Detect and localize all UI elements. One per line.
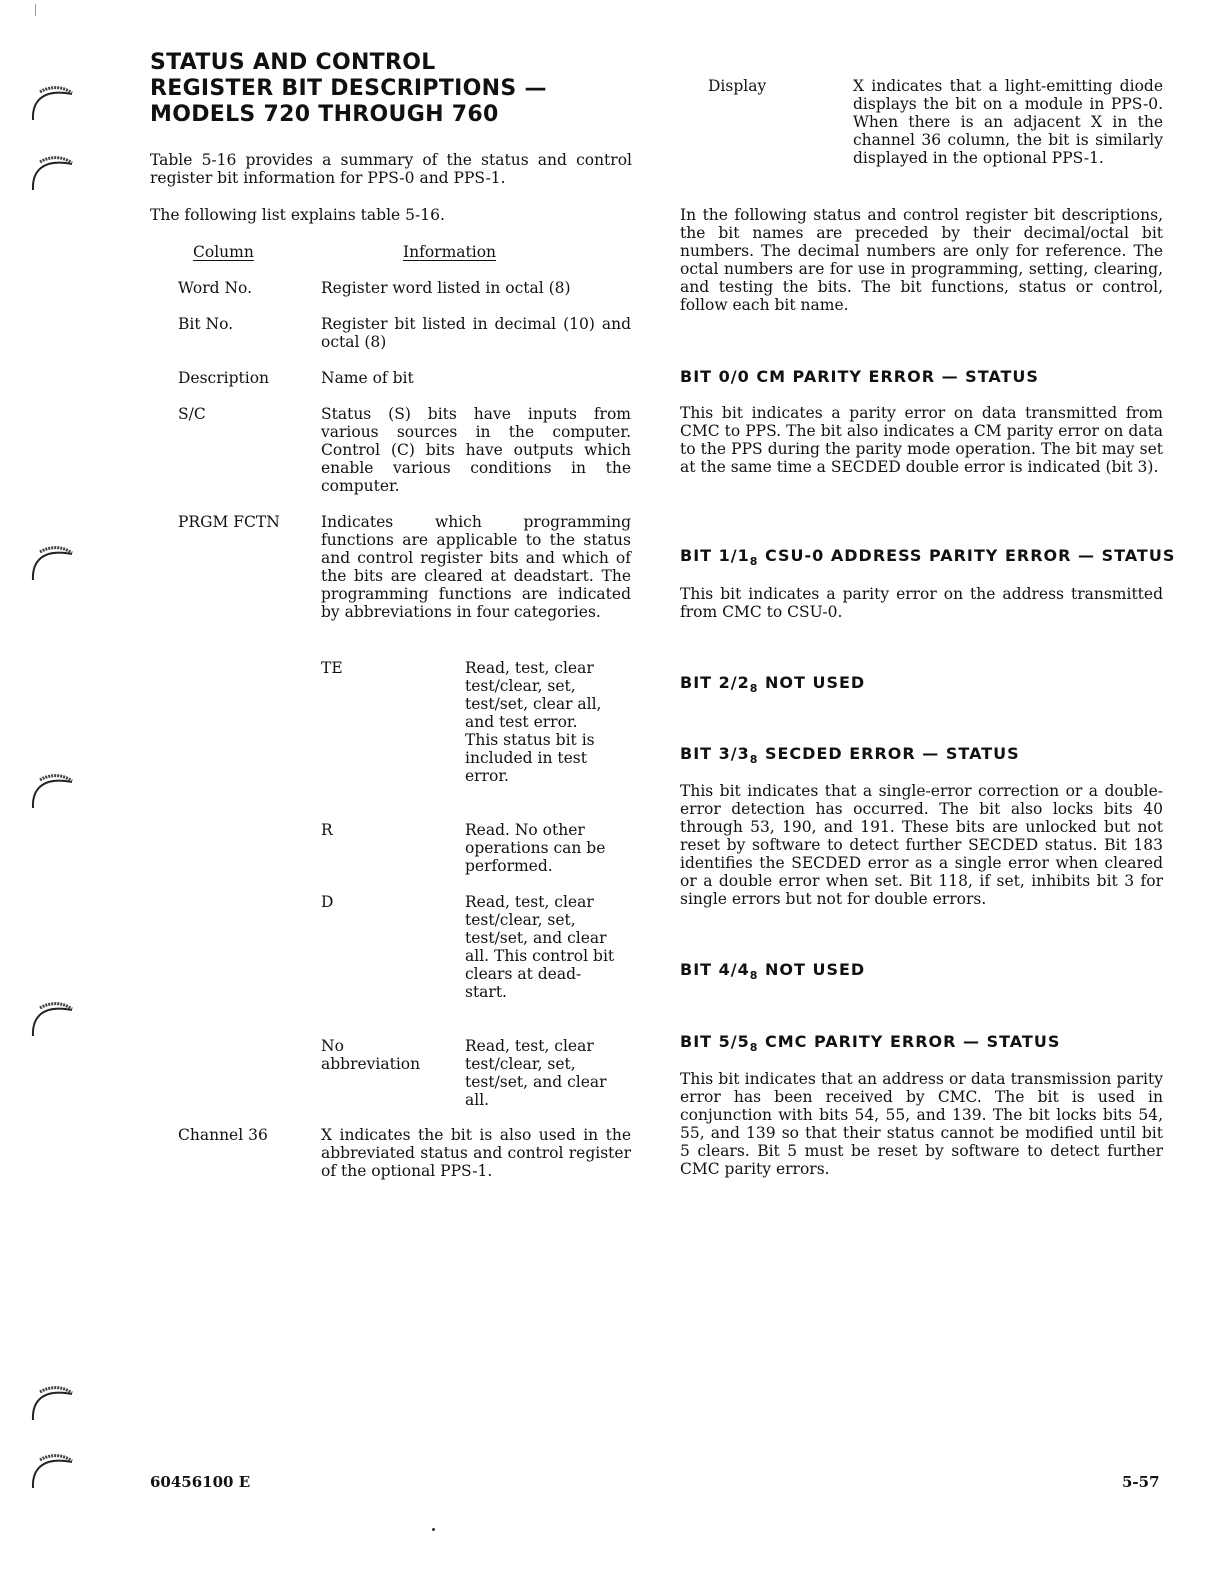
entry-term: Display: [708, 77, 767, 95]
bit-heading-name: CMC PARITY ERROR — STATUS: [758, 1032, 1061, 1051]
octal-subscript: 8: [749, 753, 759, 766]
binder-hole-mark: [30, 770, 74, 804]
bit-heading-name: NOT USED: [758, 673, 866, 692]
category-abbreviation: No abbreviation: [321, 1037, 421, 1073]
section-title-line: STATUS AND CONTROL: [150, 50, 436, 75]
bit-heading-name: CSU-0 ADDRESS PARITY ERROR — STATUS: [758, 546, 1176, 565]
entry-term: Bit No.: [178, 315, 234, 333]
bit-heading-name: SECDED ERROR — STATUS: [758, 744, 1020, 763]
category-description: Read, test, clear test/clear, set, test/set, and clear all.: [465, 1037, 607, 1109]
category-abbreviation: R: [321, 821, 333, 839]
entry-term: Description: [178, 369, 270, 387]
category-abbreviation: D: [321, 893, 334, 911]
category-description: Read, test, clear test/clear, set, test/set, and clear all. This control bit clears at dead-start.: [465, 893, 615, 1001]
bit-heading: [680, 673, 865, 699]
bit-heading: [680, 546, 1175, 572]
entry-definition: Name of bit: [321, 369, 414, 387]
page-number: 5-57: [1122, 1473, 1160, 1491]
category-description: Read. No other operations can be performed.: [465, 821, 606, 875]
entry-term: Channel 36: [178, 1126, 268, 1144]
bit-heading-number: BIT 2/2: [680, 673, 750, 692]
column-header-information: Information: [403, 243, 497, 261]
section-title-block: [150, 50, 635, 128]
bit-description: This bit indicates that an address or data transmission parity error has been received by CMC. The bit is used in conjunction with bits 54, 55, and 139. The bit locks bits 54, 55, and 139 so that their status cannot be modified until bit 5 clears. Bit 5 must be reset by software to detect further CMC parity errors.: [680, 1070, 1163, 1178]
bit-descriptions-intro: In the following status and control register bit descriptions, the bit names are preceded by their decimal/octal bit numbers. The decimal numbers are only for reference. The octal numbers are for use in programming, setting, clearing, and testing the bits. The bit functions, status or control, follow each bit name.: [680, 206, 1163, 314]
binder-hole-mark: [30, 998, 74, 1032]
bit-heading-name: CM PARITY ERROR — STATUS: [749, 367, 1039, 386]
bit-description: This bit indicates a parity error on data transmitted from CMC to PPS. The bit also indicates a CM parity error on data to the PPS during the parity mode operation. The bit may set at the same time a SECDED double error is indicated (bit 3).: [680, 404, 1163, 476]
octal-subscript: 8: [749, 555, 759, 568]
binder-hole-mark: [30, 1382, 74, 1416]
bit-heading-number: BIT 0/0: [680, 367, 750, 386]
category-description: Read, test, clear test/clear, set, test/set, clear all, and test error. This status bit is included in test error.: [465, 659, 602, 785]
section-title-line: MODELS 720 THROUGH 760: [150, 102, 499, 127]
bit-heading-number: BIT 3/3: [680, 744, 750, 763]
bit-description: This bit indicates that a single-error correction or a double-error detection has occurred. The bit also locks bits 40 through 53, 190, and 191. These bits are unlocked but not reset by software to detect further SECDED status. Bit 183 identifies the SECDED error as a single error when cleared or a double error when set. Bit 118, if set, inhibits bit 3 for single errors but not for double errors.: [680, 782, 1163, 908]
scan-speck: [35, 4, 36, 16]
intro-paragraph: Table 5-16 provides a summary of the status and control register bit information for PPS-0 and PPS-1.: [150, 151, 632, 187]
bit-heading: [680, 744, 1020, 770]
octal-subscript: 8: [749, 682, 759, 695]
bit-heading-name: NOT USED: [758, 960, 866, 979]
binder-hole-mark: [30, 82, 74, 116]
entry-definition: Register bit listed in decimal (10) and octal (8): [321, 315, 631, 351]
binder-hole-mark: [30, 1450, 74, 1484]
column-header-column: Column: [193, 243, 254, 261]
entry-definition: Status (S) bits have inputs from various sources in the computer. Control (C) bits have outputs which enable various conditions in the computer.: [321, 405, 631, 495]
octal-subscript: 8: [749, 1041, 759, 1054]
entry-definition: X indicates that a light-emitting diode displays the bit on a module in PPS-0. When there is an adjacent X in the channel 36 column, the bit is similarly displayed in the optional PPS-1.: [853, 77, 1163, 167]
document-number: 60456100 E: [150, 1473, 251, 1491]
bit-heading: [680, 1032, 1060, 1058]
entry-term: PRGM FCTN: [178, 513, 280, 531]
bit-heading-number: BIT 5/5: [680, 1032, 750, 1051]
entry-term: S/C: [178, 405, 206, 423]
section-title-line: REGISTER BIT DESCRIPTIONS —: [150, 76, 547, 101]
entry-term: Word No.: [178, 279, 253, 297]
list-intro-paragraph: The following list explains table 5-16.: [150, 206, 445, 224]
entry-definition: Register word listed in octal (8): [321, 279, 571, 297]
bit-heading-number: BIT 1/1: [680, 546, 750, 565]
octal-subscript: 8: [749, 969, 759, 982]
bit-heading: [680, 960, 865, 986]
bit-description: This bit indicates a parity error on the address transmitted from CMC to CSU-0.: [680, 585, 1163, 621]
category-abbreviation: TE: [321, 659, 343, 677]
entry-definition: X indicates the bit is also used in the abbreviated status and control register of the optional PPS-1.: [321, 1126, 631, 1180]
binder-hole-mark: [30, 542, 74, 576]
bit-heading-number: BIT 4/4: [680, 960, 750, 979]
bit-heading: [680, 367, 1039, 393]
entry-definition: Indicates which programming functions are applicable to the status and control register bits and which of the bits are cleared at deadstart. The programming functions are indicated by abbreviations in four categories.: [321, 513, 631, 621]
binder-hole-mark: [30, 152, 74, 186]
scan-speck: [432, 1528, 435, 1531]
